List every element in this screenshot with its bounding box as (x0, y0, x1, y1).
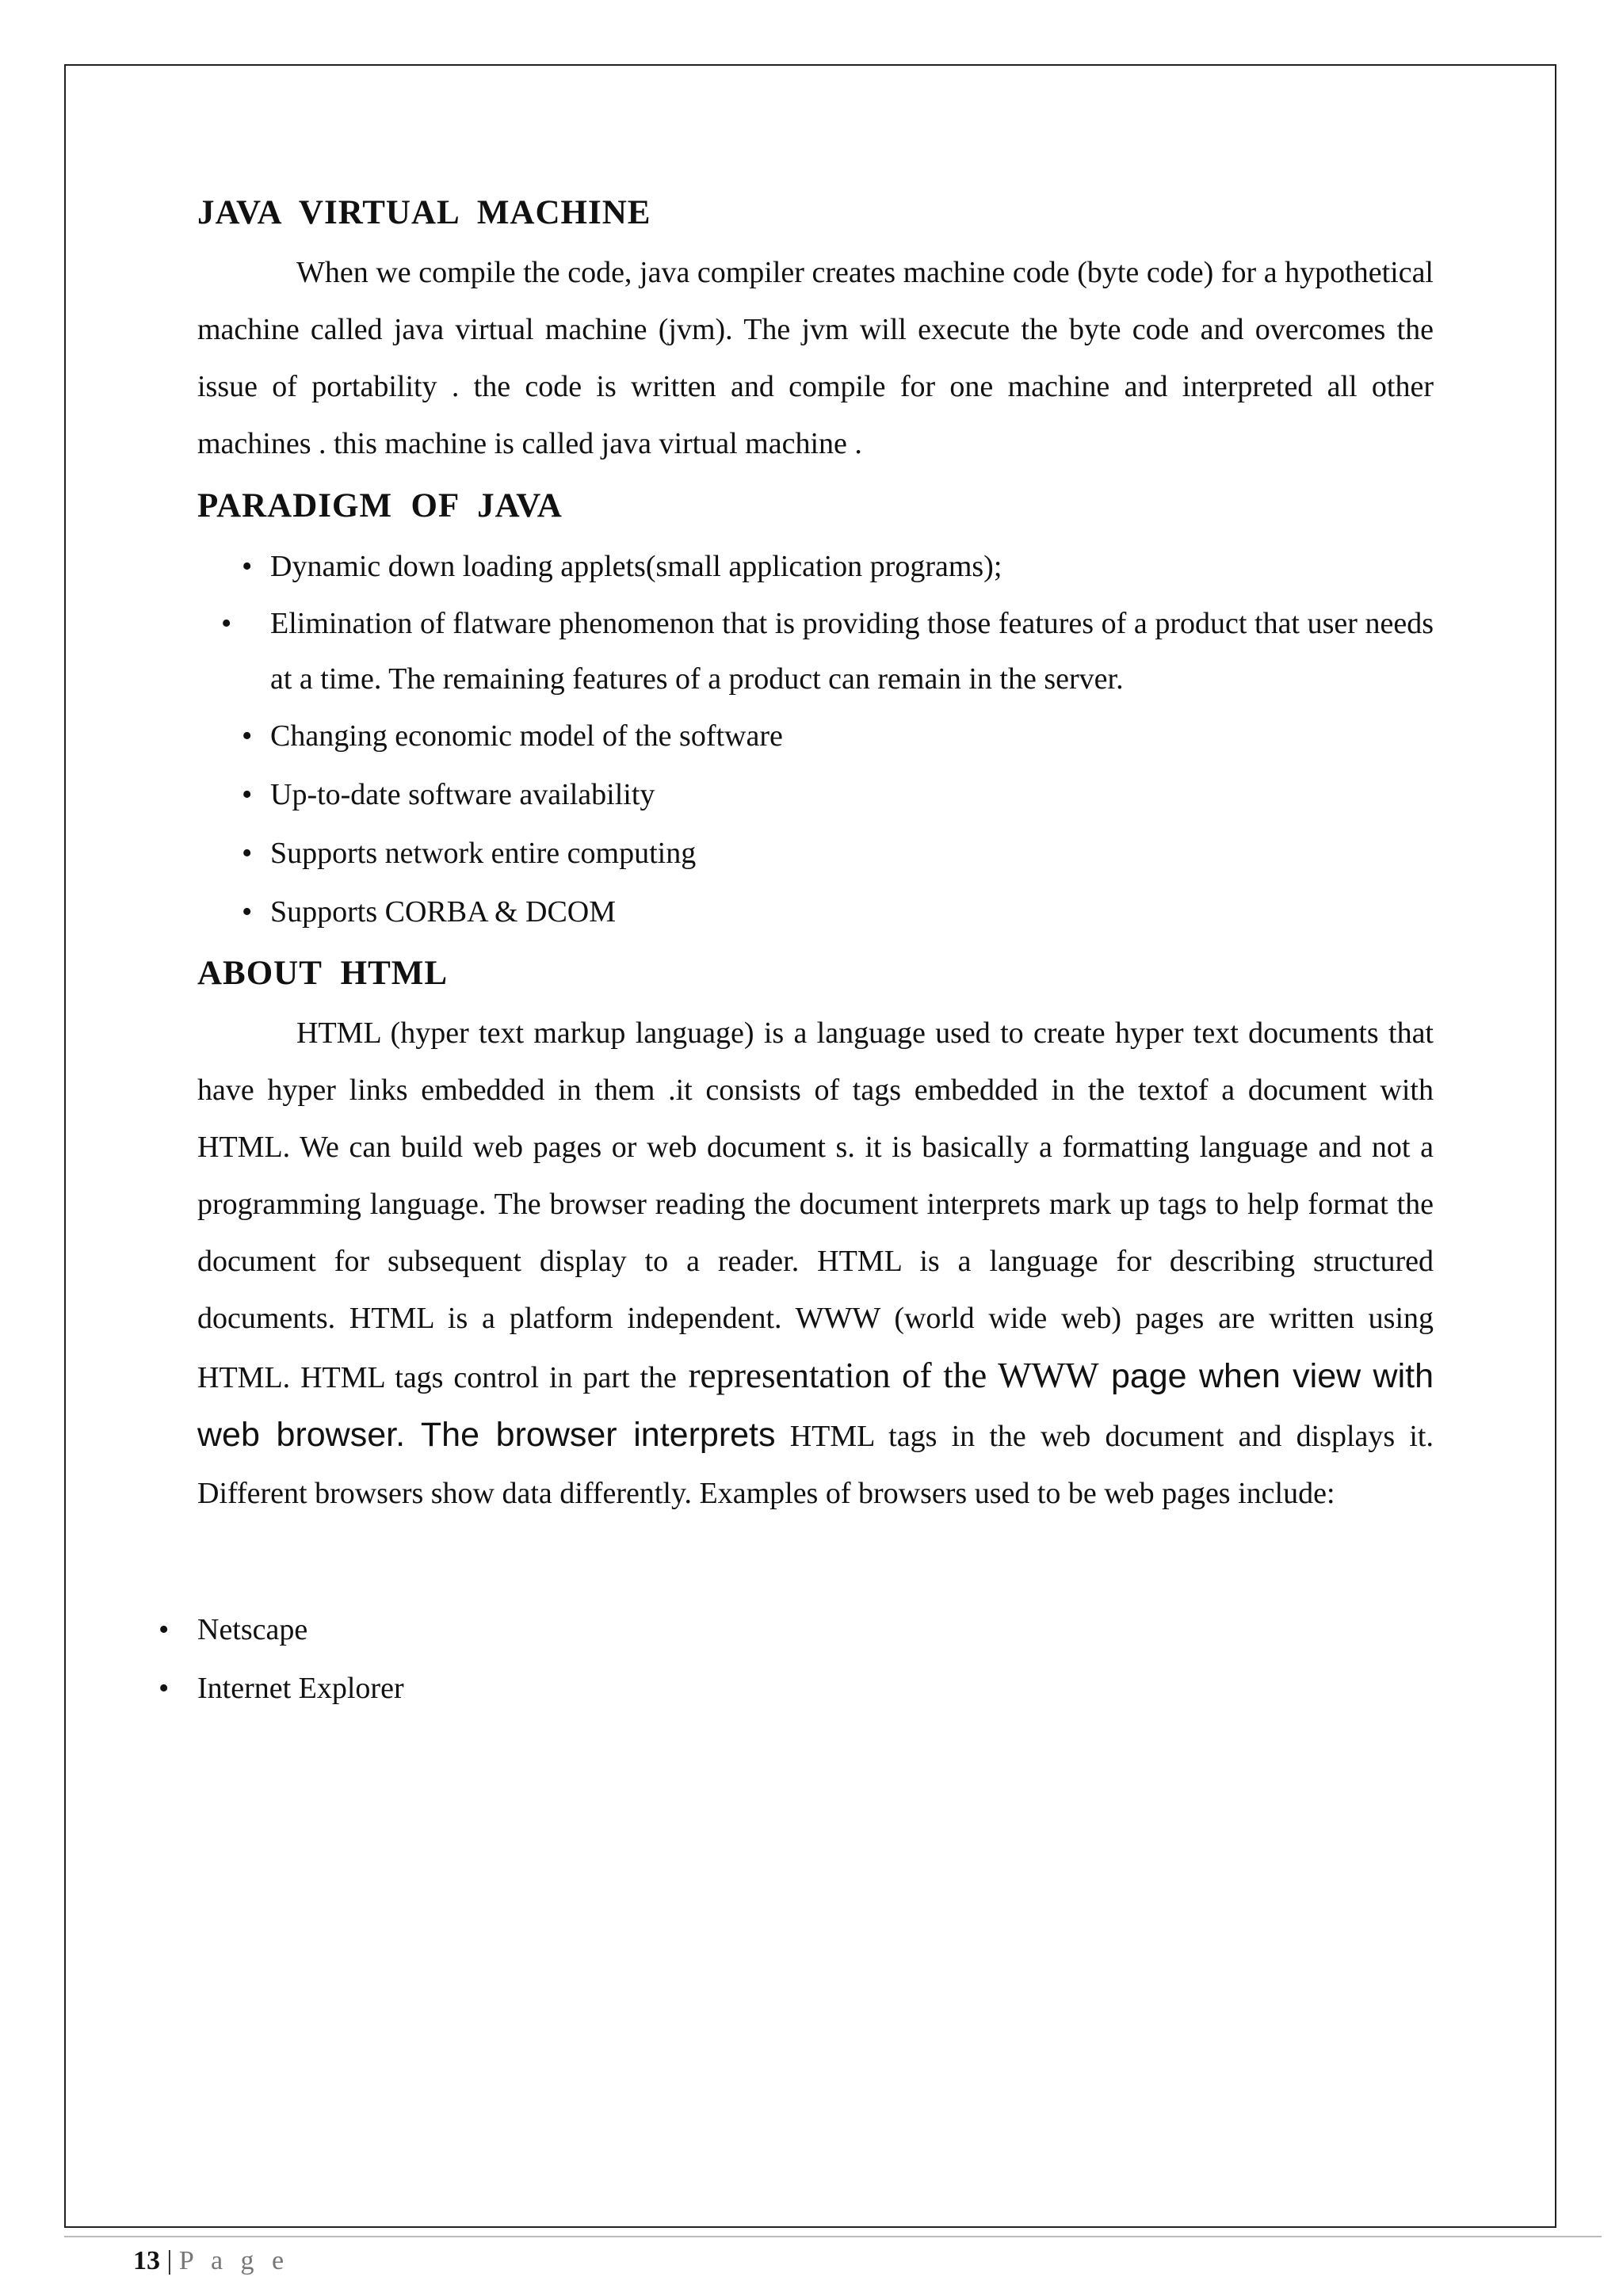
page-label: P a g e (178, 2246, 290, 2275)
document-body (197, 182, 1434, 1522)
bullet-icon: • (242, 837, 253, 870)
page-footer (133, 2244, 289, 2279)
footer-separator: | (160, 2246, 179, 2275)
list-item: • Dynamic down loading applets(small application programs); (197, 537, 1434, 596)
list-item: • Supports network entire computing (197, 824, 1434, 883)
list-item: • Up-to-date software availability (197, 765, 1434, 824)
bullet-icon: • (158, 1613, 170, 1646)
bullet-icon: • (221, 607, 232, 640)
paradigm-list (197, 537, 1434, 941)
section-heading-html: ABOUT HTML (197, 955, 449, 992)
browser-list (158, 1600, 792, 1718)
section-heading-jvm: JAVA VIRTUAL MACHINE (197, 194, 651, 231)
list-item: • Netscape (158, 1600, 792, 1659)
bullet-icon: • (242, 550, 253, 583)
bullet-icon: • (242, 895, 253, 929)
page-number: 13 (133, 2246, 160, 2275)
bullet-icon: • (158, 1672, 170, 1705)
bullet-icon: • (242, 719, 253, 753)
html-paragraph: HTML (hyper text markup language) is a language used to create hyper text documents that have hyper links embedded in them .it consists of tags embedded in the textof a document with HTML. We can build web pages or web document s. it is basically a formatting language and not a programming language. The browser reading the document interprets mark up tags to help format the document for subsequent display to a reader. HTML is a language for describing structured documents. HTML is a platform independent. WWW (world wide web) pages are written using HTML. HTML tags control in part the representation of the WWW page when view with web browser. The browser interprets HTML tags in the web document and displays it. Different browsers show data differently. Examples of browsers used to be web pages include: (197, 1016, 1434, 1510)
jvm-paragraph: When we compile the code, java compiler creates machine code (byte code) for a hypothetical machine called java virtual machine (jvm). The jvm will execute the byte code and overcomes the issue of portability . the code is written and compile for one machine and interpreted all other machines . this machine is called java virtual machine . (197, 256, 1434, 460)
list-item: • Changing economic model of the software (197, 707, 1434, 765)
list-item: • Elimination of flatware phenomenon that is providing those features of a product that user needs at a time. The remaining features of a product can remain in the server. (197, 596, 1434, 707)
section-heading-paradigm: PARADIGM OF JAVA (197, 487, 563, 524)
list-item: • Supports CORBA & DCOM (197, 883, 1434, 941)
footer-divider (64, 2236, 1602, 2237)
list-item: • Internet Explorer (158, 1659, 792, 1718)
bullet-icon: • (242, 778, 253, 811)
